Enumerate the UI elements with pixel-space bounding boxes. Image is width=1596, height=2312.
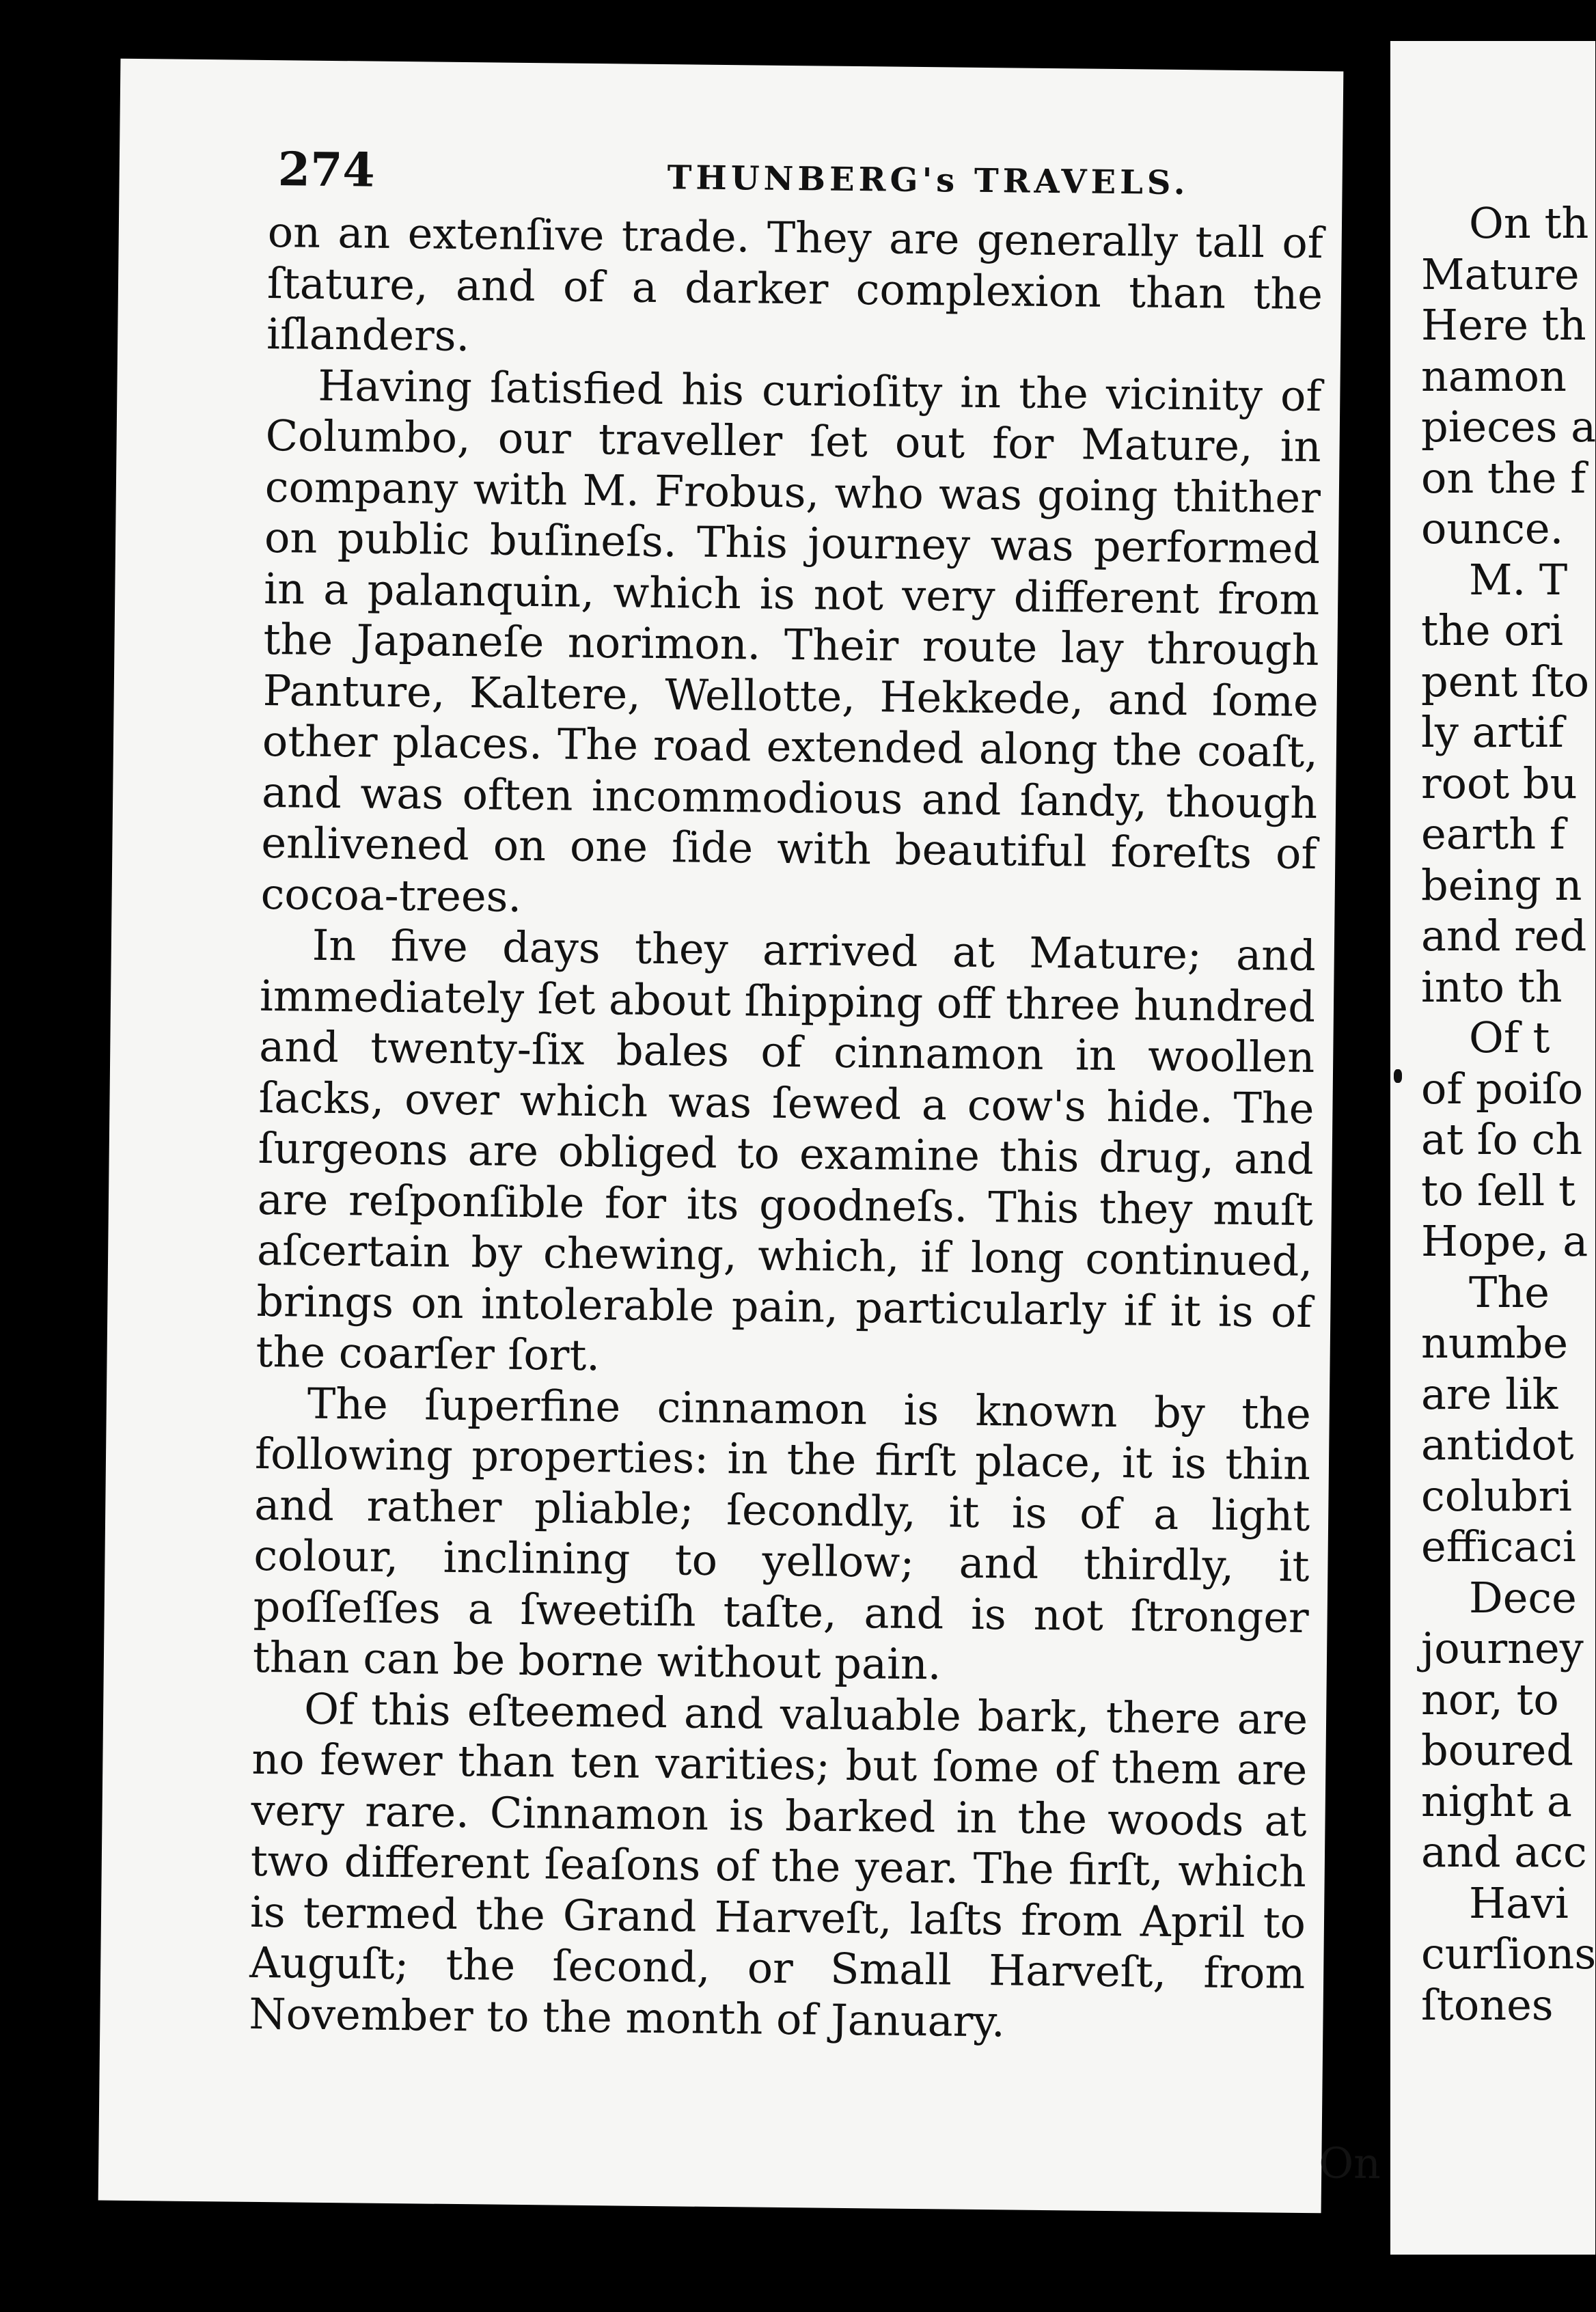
ink-speck	[1394, 1069, 1402, 1083]
text-line: Hope, a	[1421, 1216, 1588, 1266]
text-line: root bu	[1421, 758, 1578, 808]
text-line: nor, to	[1421, 1674, 1559, 1724]
text-line: ly artif	[1421, 707, 1564, 757]
paragraph: Having ſatisfied his curioſity in the vicinity of Columbo, our traveller ſet out for Mature, in company with M. Frobus, who was going thither on public buſineſs. This journey was performed in a palanquin, which is not very different from the Japaneſe norimon. Their route lay through Panture, Kaltere, Wellotte, Hekkede, and ſome other places. The road extended along the coaſt, and was often incommodious and ſandy, though enlivened on one ſide with beautiful foreſts of cocoa-trees.	[260, 360, 1322, 922]
text-line: of poiſo	[1421, 1063, 1584, 1114]
text-line: pieces a	[1421, 402, 1596, 452]
text-line: ounce.	[1421, 504, 1564, 553]
text-line: antidot	[1421, 1420, 1574, 1470]
text-line: numbe	[1421, 1318, 1569, 1368]
right-page	[1390, 41, 1595, 2255]
text-line: pent ſto	[1421, 656, 1590, 706]
catchword: On	[1318, 2138, 1381, 2189]
text-line: are lik	[1421, 1368, 1558, 1419]
text-line: Havi	[1469, 1877, 1569, 1928]
text-line: ſtones	[1421, 1979, 1554, 2030]
text-line: efficaci	[1421, 1522, 1576, 1571]
running-title: THUNBERG's TRAVELS.	[667, 159, 1189, 203]
text-line: boured	[1421, 1725, 1573, 1775]
page-number: 274	[277, 142, 376, 198]
left-page	[98, 59, 1381, 2214]
text-line: On th	[1469, 198, 1589, 248]
text-line: at ſo ch	[1421, 1114, 1583, 1164]
text-line: to ſell t	[1421, 1165, 1576, 1215]
text-line: Of t	[1469, 1013, 1550, 1062]
body-text	[249, 207, 1323, 2050]
paragraph: Of this eſteemed and valuable bark, there are no fewer than ten varities; but ſome of them are very rare. Cinnamon is barked in the woods at two different ſeaſons of the year. The firſt, which is termed the Grand Harveſt, laſts from April to Auguſt; the ſecond, or Small Harveſt, from November to the month of January.	[249, 1683, 1308, 2046]
text-line: Dece	[1469, 1572, 1577, 1623]
paragraph: In five days they arrived at Mature; and immediately ſet about ſhipping off three hundred and twenty-ſix bales of cinnamon in woollen ſacks, over which was ſewed a cow's hide. The ſurgeons are obliged to examine this drug, and are reſponſible for its goodneſs. This they muſt aſcertain by chewing, which, if long continued, brings on intolerable pain, particularly if it is of the coarſer ſort.	[256, 920, 1317, 1381]
text-line: namon	[1421, 350, 1567, 401]
text-line: Here th	[1421, 300, 1586, 350]
text-line: earth f	[1421, 809, 1565, 859]
text-line: The	[1469, 1267, 1550, 1317]
paragraph: The ſuperfine cinnamon is known by the following properties: in the firſt place, it is thin and rather pliable; ſecondly, it is of a light colour, inclining to yellow; and thirdly, it poſſeſſes a ſweetiſh taſte, and is not ſtronger than can be borne without pain.	[252, 1378, 1312, 1690]
text-line: night a	[1421, 1776, 1572, 1826]
text-line: M. T	[1469, 554, 1568, 605]
text-line: the ori	[1421, 605, 1564, 655]
text-line: journey	[1421, 1623, 1584, 1673]
text-line: into th	[1421, 961, 1563, 1012]
page-header	[277, 142, 1344, 218]
right-page-text	[1421, 198, 1595, 2031]
text-line: and red	[1421, 911, 1587, 961]
text-line: on the f	[1421, 452, 1586, 503]
text-line: being n	[1421, 859, 1582, 910]
text-line: curſions	[1421, 1929, 1596, 1979]
paragraph: on an extenſive trade. They are generally tall of ſtature, and of a darker complexion than the iſlanders.	[266, 206, 1324, 361]
text-line: and acc	[1421, 1827, 1587, 1877]
text-line: colubri	[1421, 1470, 1572, 1521]
text-line: Mature	[1421, 249, 1580, 299]
